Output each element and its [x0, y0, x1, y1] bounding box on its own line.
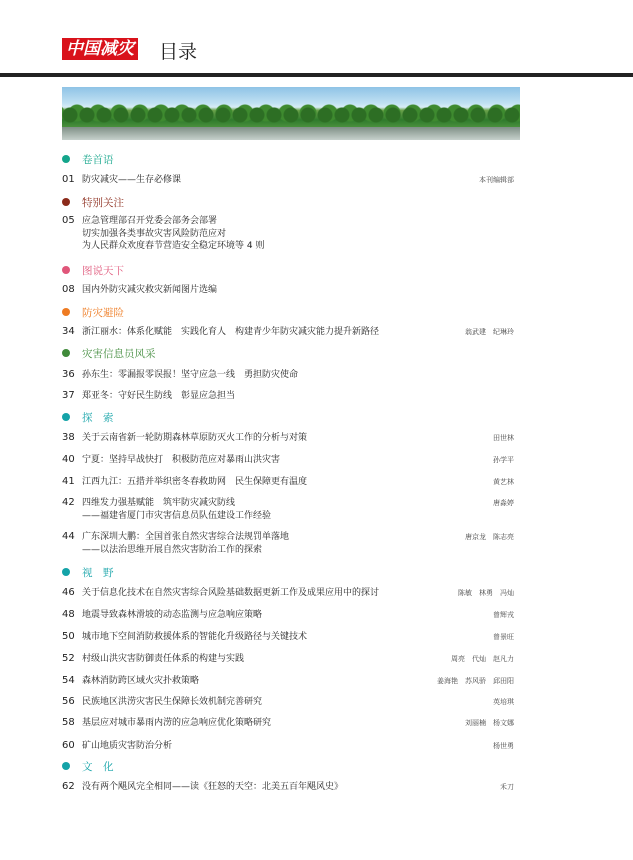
banner-image	[62, 87, 520, 140]
page-number: 38	[62, 432, 75, 443]
page-number: 36	[62, 369, 75, 380]
page-number: 60	[62, 740, 75, 751]
entry-title: 孙东生：零漏报零误报！坚守应急一线 勇担防灾使命	[82, 370, 299, 380]
page-title: 目录	[159, 41, 198, 63]
section-dot-icon	[62, 349, 70, 357]
entry-title: 矿山地质灾害防治分析	[82, 741, 173, 751]
entry-title: 四维发力强基赋能 筑牢防灾减灾防线	[82, 498, 236, 508]
entry-title: 郑亚冬：守好民生防线 彰显应急担当	[82, 391, 236, 401]
page-number: 52	[62, 653, 75, 664]
section-dot-icon	[62, 266, 70, 274]
page-number: 05	[62, 215, 75, 226]
page-number: 46	[62, 587, 75, 598]
entry-title: 没有两个飓风完全相同——读《狂怒的天空：北美五百年飓风史》	[82, 782, 344, 792]
entry-authors: 陈敏 林勇 冯灿	[458, 589, 514, 597]
entry-authors: 禾刀	[500, 783, 514, 791]
entry-authors: 刘丽楠 杨文娜	[465, 719, 514, 727]
section-dot-icon	[62, 762, 70, 770]
entry-authors: 翁武建 纪琳玲	[465, 328, 514, 336]
section-name: 灾害信息员风采	[82, 348, 156, 360]
entry-authors: 黄艺林	[493, 478, 514, 486]
entry-authors: 本刊编辑部	[479, 176, 514, 184]
entry-title: 广东深圳大鹏：全国首张自然灾害综合法规罚单落地	[82, 532, 290, 542]
section-name: 文 化	[82, 761, 114, 773]
header-rule	[0, 73, 633, 77]
entry-subtitle: ——福建省厦门市灾害信息员队伍建设工作经验	[82, 510, 272, 521]
entry-title: 应急管理部召开党委会部务会部署	[82, 216, 218, 226]
page-number: 50	[62, 631, 75, 642]
entry-title-line: 切实加强各类事故灾害风险防范应对	[82, 228, 227, 239]
section-name: 卷首语	[82, 154, 114, 166]
page-number: 40	[62, 454, 75, 465]
entry-title: 关于信息化技术在自然灾害综合风险基础数据更新工作及成果应用中的探讨	[82, 588, 380, 598]
banner-trees	[62, 101, 520, 127]
page-number: 34	[62, 326, 75, 337]
entry-title: 森林消防跨区域火灾扑救策略	[82, 676, 200, 686]
entry-authors: 曾辉戎	[493, 611, 514, 619]
page-number: 42	[62, 497, 75, 508]
entry-authors: 唐淼婷	[493, 499, 514, 507]
entry-authors: 杨世勇	[493, 742, 514, 750]
entry-subtitle: ——以法治思维开展自然灾害防治工作的探索	[82, 544, 263, 555]
entry-title: 基层应对城市暴雨内涝的应急响应优化策略研究	[82, 718, 272, 728]
section-name: 视 野	[82, 567, 114, 579]
page-number: 56	[62, 696, 75, 707]
entry-title: 关于云南省新一轮防期森林草原防灭火工作的分析与对策	[82, 433, 308, 443]
section-dot-icon	[62, 568, 70, 576]
banner-water	[62, 127, 520, 140]
page-number: 08	[62, 284, 75, 295]
page-number: 37	[62, 390, 75, 401]
page-number: 48	[62, 609, 75, 620]
entry-title: 宁夏：坚持早战快打 积极防范应对暴雨山洪灾害	[82, 455, 281, 465]
section-name: 图说天下	[82, 265, 124, 277]
entry-authors: 周亮 代灿 赵凡力	[451, 655, 514, 663]
entry-authors: 曾景旺	[493, 633, 514, 641]
entry-title: 地震导致森林滑坡的动态监测与应急响应策略	[82, 610, 263, 620]
page-number: 58	[62, 717, 75, 728]
entry-authors: 姜海艳 苏风骄 邱田阳	[437, 677, 514, 685]
section-dot-icon	[62, 155, 70, 163]
entry-title: 民族地区洪涝灾害民生保障长效机制完善研究	[82, 697, 263, 707]
entry-title: 国内外防灾减灾救灾新闻图片选编	[82, 285, 218, 295]
entry-title: 防灾减灾——生存必修课	[82, 175, 182, 185]
magazine-logo: 中国减灾	[62, 38, 138, 60]
page-number: 54	[62, 675, 75, 686]
page-number: 41	[62, 476, 75, 487]
section-dot-icon	[62, 308, 70, 316]
entry-authors: 英培琪	[493, 698, 514, 706]
section-dot-icon	[62, 413, 70, 421]
entry-title: 江西九江：五措并举织密冬春救助网 民生保障更有温度	[82, 477, 308, 487]
entry-title-line: 为人民群众欢度春节营造安全稳定环境等 4 则	[82, 241, 265, 251]
section-dot-icon	[62, 198, 70, 206]
entry-title: 村级山洪灾害防御责任体系的构建与实践	[82, 654, 245, 664]
entry-authors: 唐京龙 陈志亮	[465, 533, 514, 541]
entry-authors: 孙学平	[493, 456, 514, 464]
entry-authors: 田世林	[493, 434, 514, 442]
entry-title: 浙江丽水：体系化赋能 实践化育人 构建青少年防灾减灾能力提升新路径	[82, 327, 380, 337]
section-name: 探 索	[82, 412, 114, 424]
page-number: 62	[62, 781, 75, 792]
entry-title: 城市地下空间消防救援体系的智能化升级路径与关键技术	[82, 632, 308, 642]
section-name: 特别关注	[82, 197, 124, 209]
page-number: 01	[62, 174, 75, 185]
page-number: 44	[62, 531, 75, 542]
section-name: 防灾避险	[82, 307, 124, 319]
